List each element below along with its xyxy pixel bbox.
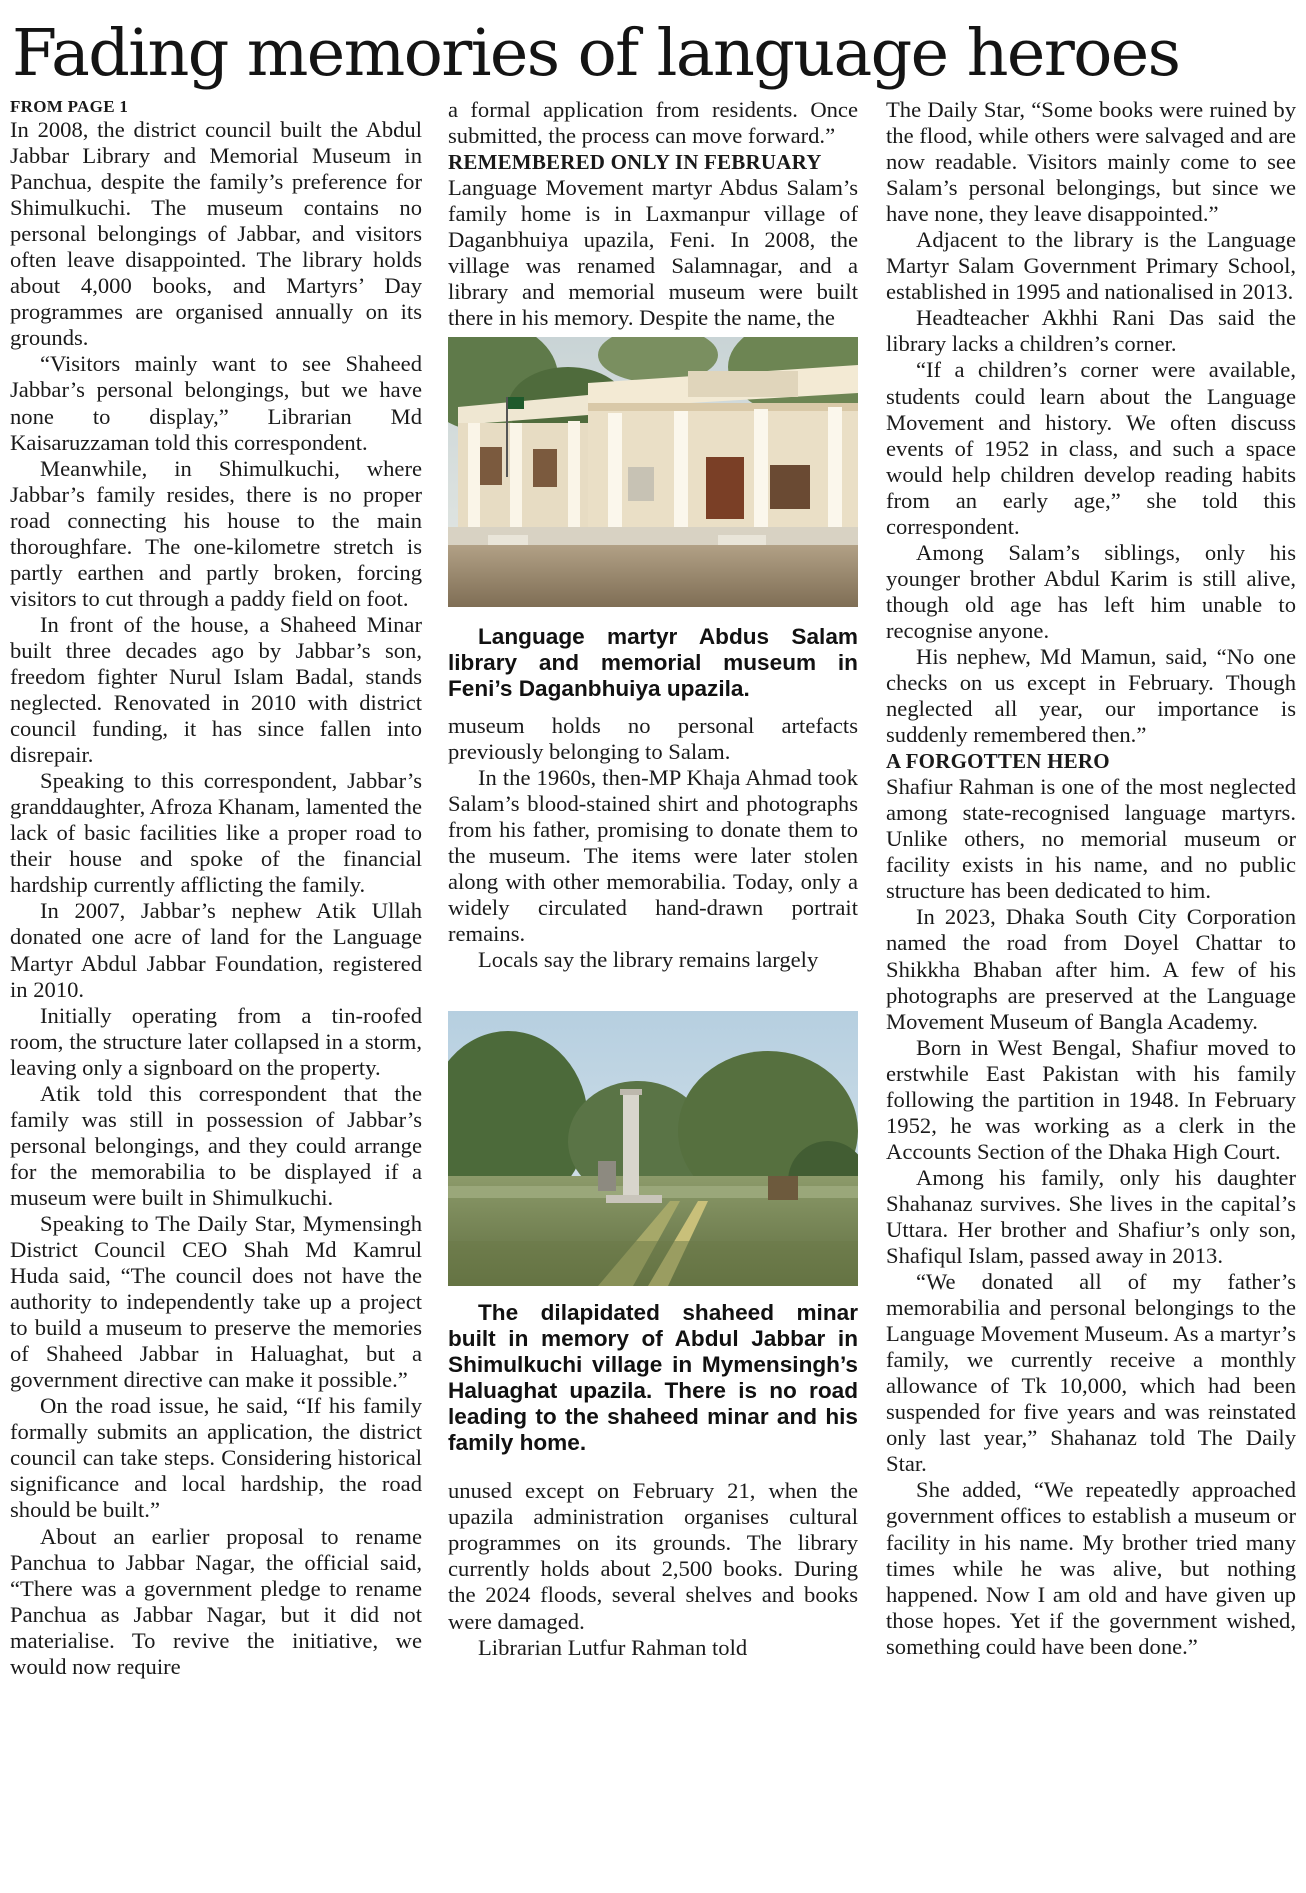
- paragraph: The Daily Star, “Some books were ruined by the flood, while others were salvaged and are now readable. Visitors mainly come to see Salam’s personal belongings, but since we have none, they leave disappointed.”: [886, 97, 1296, 227]
- paragraph: Librarian Lutfur Rahman told: [478, 1634, 748, 1660]
- paragraph: Initially operating from a tin-roofed room, the structure later collapsed in a storm, leaving only a signboard on the property.: [10, 1002, 422, 1080]
- subhead-a-forgotten-hero: A FORGOTTEN HERO: [886, 749, 1110, 774]
- paragraph: In 2007, Jabbar’s nephew Atik Ullah donated one acre of land for the Language Martyr Abdul Jabbar Foundation, registered in 2010.: [10, 898, 422, 1002]
- paragraph: “If a children’s corner were available, students could learn about the Language Movement and history. We often discuss events of 1952 in class, and such a space would help children develop reading habits from an early age,” she told this correspondent.: [886, 357, 1296, 539]
- paragraph: Born in West Bengal, Shafiur moved to erstwhile East Pakistan with his family following the partition in 1948. In February 1952, he was working as a clerk in the Accounts Section of the Dhaka High Court.: [886, 1034, 1296, 1164]
- paragraph: She added, “We repeatedly approached government offices to establish a museum or facility in his name. My brother tried many times while he was alive, but nothing happened. Now I am old and have given up those hopes. Yet if the government wished, something could have been done.”: [886, 1477, 1296, 1659]
- kicker-from-page-1: FROM PAGE 1: [10, 97, 129, 116]
- paragraph: “We donated all of my father’s memorabilia and personal belongings to the Language Movement Museum. As a martyr’s family, we currently receive a monthly allowance of Tk 10,000, which had been suspended for five years and was reinstated only last year,” Shahanaz told The Daily Star.: [886, 1269, 1296, 1477]
- photo-caption-jabbar-shaheed-minar: The dilapidated shaheed minar built in memory of Abdul Jabbar in Shimulkuchi village in Mymensingh’s Haluaghat upazila. There is no road leading to the shaheed minar and his family home.: [448, 1299, 858, 1456]
- column-2: [448, 97, 858, 1661]
- paragraph: museum holds no personal artefacts previously belonging to Salam.: [448, 712, 858, 764]
- paragraph: Locals say the library remains largely: [478, 946, 819, 972]
- paragraph: Language Movement martyr Abdus Salam’s family home is in Laxmanpur village of Daganbhuiya upazila, Feni. In 2008, the village was renamed Salamnagar, and a library and memorial museum were built there in his memory. Despite the name, the: [448, 175, 858, 331]
- paragraph: In the 1960s, then-MP Khaja Ahmad took Salam’s blood-stained shirt and photographs from his father, promising to donate them to the museum. The items were later stolen along with other memorabilia. Today, only a widely circulated hand-drawn portrait remains.: [448, 764, 858, 946]
- paragraph: Atik told this correspondent that the family was still in possession of Jabbar’s personal belongings, and they could arrange for the memorabilia to be displayed if a museum were built in Shimulkuchi.: [10, 1080, 422, 1210]
- paragraph: His nephew, Md Mamun, said, “No one checks on us except in February. Though neglected all year, our importance is suddenly remembered then.”: [886, 643, 1296, 748]
- paragraph: Speaking to The Daily Star, Mymensingh District Council CEO Shah Md Kamrul Huda said, “The council does not have the authority to independently take up a project to build a museum to preserve the memories of Shaheed Jabbar in Haluaghat, but a government directive can make it possible.”: [10, 1210, 422, 1393]
- photo-caption-salam-museum: Language martyr Abdus Salam library and memorial museum in Feni’s Daganbhuiya upazila.: [448, 624, 858, 702]
- paragraph: Meanwhile, in Shimulkuchi, where Jabbar’s family resides, there is no proper road connecting his house to the main thoroughfare. The one-kilometre stretch is partly earthen and partly broken, forcing visitors to cut through a paddy field on foot.: [10, 455, 422, 611]
- paragraph: Shafiur Rahman is one of the most neglected among state-recognised language martyrs. Unlike others, no memorial museum or facility exists in his name, and no public structure has been dedicated to him.: [886, 774, 1296, 904]
- paragraph: Adjacent to the library is the Language Martyr Salam Government Primary School, established in 1995 and nationalised in 2013.: [886, 227, 1296, 305]
- paragraph: In front of the house, a Shaheed Minar built three decades ago by Jabbar’s son, freedom fighter Nurul Islam Badal, stands neglected. Renovated in 2010 with district council funding, it has since fallen into disrepair.: [10, 611, 422, 768]
- paragraph: In 2023, Dhaka South City Corporation named the road from Doyel Chattar to Shikkha Bhaban after him. A few of his photographs are preserved at the Language Movement Museum of Bangla Academy.: [886, 904, 1296, 1034]
- paragraph: Headteacher Akhhi Rani Das said the library lacks a children’s corner.: [886, 305, 1296, 357]
- column-1: [10, 97, 422, 1680]
- paragraph: In 2008, the district council built the Abdul Jabbar Library and Memorial Museum in Panchua, despite the family’s preference for Shimulkuchi. The museum contains no personal belongings of Jabbar, and visitors often leave disappointed. The library holds about 4,000 books, and Martyrs’ Day programmes are organised annually on its grounds.: [10, 117, 422, 351]
- column-3: [886, 97, 1296, 1660]
- paragraph: a formal application from residents. Once submitted, the process can move forward.”: [448, 97, 858, 149]
- paragraph: unused except on February 21, when the upazila administration organises cultural programmes on its grounds. The library currently holds about 2,500 books. During the 2024 floods, several shelves and books were damaged.: [448, 1478, 858, 1634]
- subhead-remembered-only-in-february: REMEMBERED ONLY IN FEBRUARY: [448, 150, 822, 175]
- photo-salam-museum: [448, 337, 858, 607]
- paragraph: On the road issue, he said, “If his family formally submits an application, the district council can take steps. Considering historical significance and local hardship, the road should be built.”: [10, 1393, 422, 1523]
- paragraph: Among Salam’s siblings, only his younger brother Abdul Karim is still alive, though old age has left him unable to recognise anyone.: [886, 539, 1296, 643]
- paragraph: Speaking to this correspondent, Jabbar’s granddaughter, Afroza Khanam, lamented the lack of basic facilities like a proper road to their house and spoke of the financial hardship currently afflicting the family.: [10, 768, 422, 898]
- paragraph: Among his family, only his daughter Shahanaz survives. She lives in the capital’s Uttara. Her brother and Shafiur’s only son, Shafiqul Islam, passed away in 2013.: [886, 1164, 1296, 1269]
- photo-jabbar-shaheed-minar: [448, 1011, 858, 1286]
- paragraph: “Visitors mainly want to see Shaheed Jabbar’s personal belongings, but we have none to display,” Librarian Md Kaisaruzzaman told this correspondent.: [10, 351, 422, 455]
- headline: Fading memories of language heroes: [12, 16, 1180, 91]
- paragraph: About an earlier proposal to rename Panchua to Jabbar Nagar, the official said, “There was a government pledge to rename Panchua as Jabbar Nagar, but it did not materialise. To revive the initiative, we would now require: [10, 1523, 422, 1679]
